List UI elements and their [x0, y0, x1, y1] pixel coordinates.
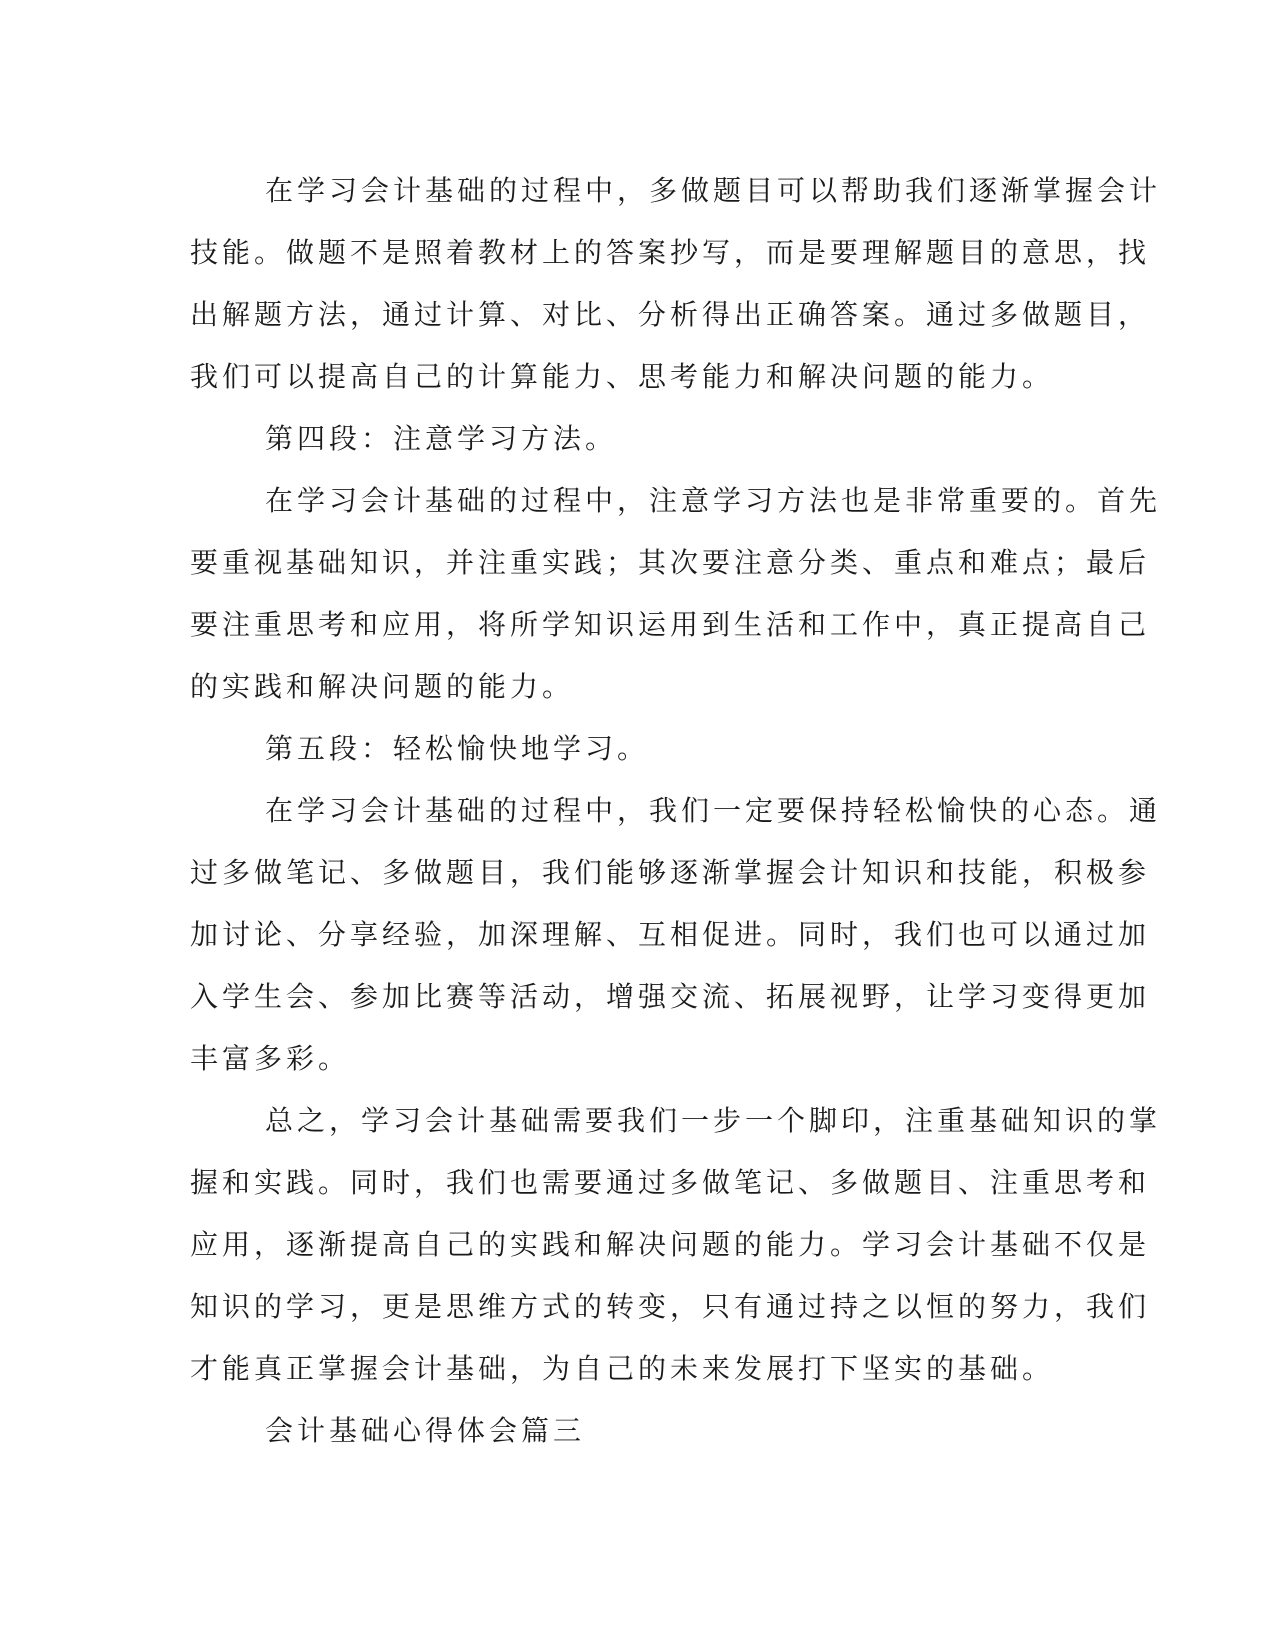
text-line: 应用，逐渐提高自己的实践和解决问题的能力。学习会计基础不仅是 — [190, 1228, 1151, 1261]
section-heading-5: 第五段：轻松愉快地学习。 — [265, 732, 650, 765]
text-line: 入学生会、参加比赛等活动，增强交流、拓展视野，让学习变得更加 — [190, 980, 1151, 1013]
text-line: 知识的学习，更是思维方式的转变，只有通过持之以恒的努力，我们 — [190, 1290, 1151, 1323]
paragraph-practice-problems — [190, 160, 1162, 408]
text-line: 过多做笔记、多做题目，我们能够逐渐掌握会计知识和技能，积极参 — [190, 856, 1151, 889]
text-line: 在学习会计基础的过程中，多做题目可以帮助我们逐渐掌握会计 — [265, 174, 1162, 207]
paragraph-conclusion — [190, 1090, 1162, 1400]
text-line: 的实践和解决问题的能力。 — [190, 670, 575, 703]
text-line: 在学习会计基础的过程中，注意学习方法也是非常重要的。首先 — [265, 484, 1162, 517]
text-line: 要注重思考和应用，将所学知识运用到生活和工作中，真正提高自己 — [190, 608, 1151, 641]
text-line: 要重视基础知识，并注重实践；其次要注意分类、重点和难点；最后 — [190, 546, 1151, 579]
text-line: 我们可以提高自己的计算能力、思考能力和解决问题的能力。 — [190, 360, 1055, 393]
paragraph-relaxed-learning — [190, 780, 1162, 1090]
text-line: 才能真正掌握会计基础，为自己的未来发展打下坚实的基础。 — [190, 1352, 1055, 1385]
text-line: 出解题方法，通过计算、对比、分析得出正确答案。通过多做题目， — [190, 298, 1151, 331]
text-line: 在学习会计基础的过程中，我们一定要保持轻松愉快的心态。通 — [265, 794, 1162, 827]
section-heading-4: 第四段：注意学习方法。 — [265, 422, 618, 455]
paragraph-study-methods — [190, 470, 1162, 718]
text-line: 技能。做题不是照着教材上的答案抄写，而是要理解题目的意思，找 — [190, 236, 1151, 269]
text-line: 加讨论、分享经验，加深理解、互相促进。同时，我们也可以通过加 — [190, 918, 1151, 951]
text-line: 丰富多彩。 — [190, 1042, 351, 1075]
text-line: 总之，学习会计基础需要我们一步一个脚印，注重基础知识的掌 — [265, 1104, 1162, 1137]
article-title-part-3: 会计基础心得体会篇三 — [265, 1414, 586, 1447]
text-line: 握和实践。同时，我们也需要通过多做笔记、多做题目、注重思考和 — [190, 1166, 1151, 1199]
document-body — [190, 160, 1162, 1462]
